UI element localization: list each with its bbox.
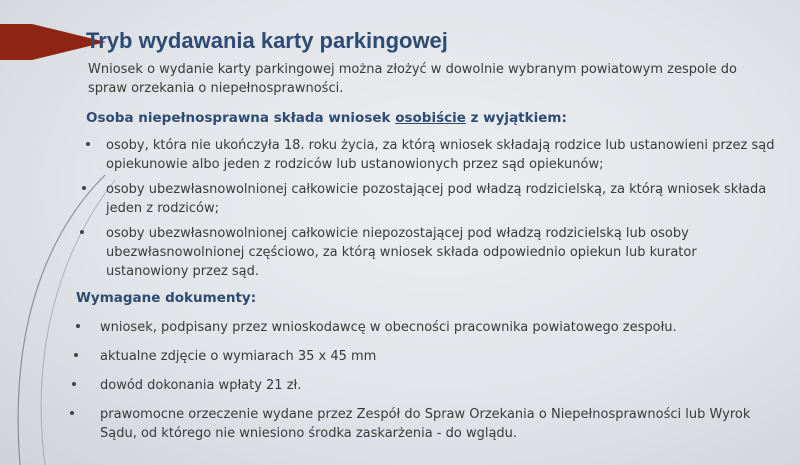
intro-paragraph: Wniosek o wydanie karty parkingowej można złożyć w dowolnie wybranym powiatowym zespole do spraw orzekania o niepełnosprawności. (88, 62, 737, 96)
list-item-text: wniosek, podpisany przez wnioskodawcę w obecności pracownika powiatowego zespołu. (100, 320, 677, 335)
title-accent-tab (0, 24, 32, 60)
bullet-icon (80, 230, 84, 234)
bullet-icon (86, 142, 90, 146)
bullet-icon (72, 382, 76, 386)
list-item (106, 136, 776, 174)
exceptions-heading-suffix: z wyjątkiem: (465, 110, 567, 126)
list-item (106, 180, 776, 218)
list-item-text: prawomocne orzeczenie wydane przez Zespół do Spraw Orzekania o Niepełnosprawności lub Wyrok Sądu, od którego nie wniesiono środka zaskarżenia - do wglądu. (100, 407, 751, 441)
exceptions-heading-underlined: osobiście (395, 110, 466, 126)
exceptions-heading (86, 110, 567, 126)
list-item-text: osoby, która nie ukończyła 18. roku życia, za którą wniosek składają rodzice lub ustanowieni przez sąd opiekunowie albo jeden z rodziców lub ustanowionych przez sąd opiekunów; (106, 138, 775, 172)
list-item (100, 347, 780, 366)
bullet-icon (74, 353, 78, 357)
list-item-text: aktualne zdjęcie o wymiarach 35 x 45 mm (100, 349, 377, 364)
list-item (100, 318, 780, 337)
documents-list (100, 318, 780, 453)
list-item (100, 405, 780, 443)
exceptions-heading-prefix: Osoba niepełnosprawna składa wniosek (86, 110, 396, 126)
bullet-icon (70, 411, 74, 415)
bullet-icon (82, 186, 86, 190)
list-item-text: dowód dokonania wpłaty 21 zł. (100, 378, 302, 393)
list-item (100, 376, 780, 395)
slide-title: Tryb wydawania karty parkingowej (86, 28, 448, 53)
exceptions-list (106, 136, 776, 287)
list-item (106, 224, 776, 281)
list-item-text: osoby ubezwłasnowolnionej całkowicie pozostającej pod władzą rodzicielską, za którą wniosek składa jeden z rodziców; (106, 182, 767, 216)
list-item-text: osoby ubezwłasnowolnionej całkowicie niepozostającej pod władzą rodzicielską lub osoby ubezwłasnowolnionej częściowo, za którą wniosek składa odpowiednio opiekun lub kurator ustanowiony przez sąd. (106, 226, 697, 279)
bullet-icon (76, 324, 80, 328)
documents-heading: Wymagane dokumenty: (76, 290, 257, 306)
